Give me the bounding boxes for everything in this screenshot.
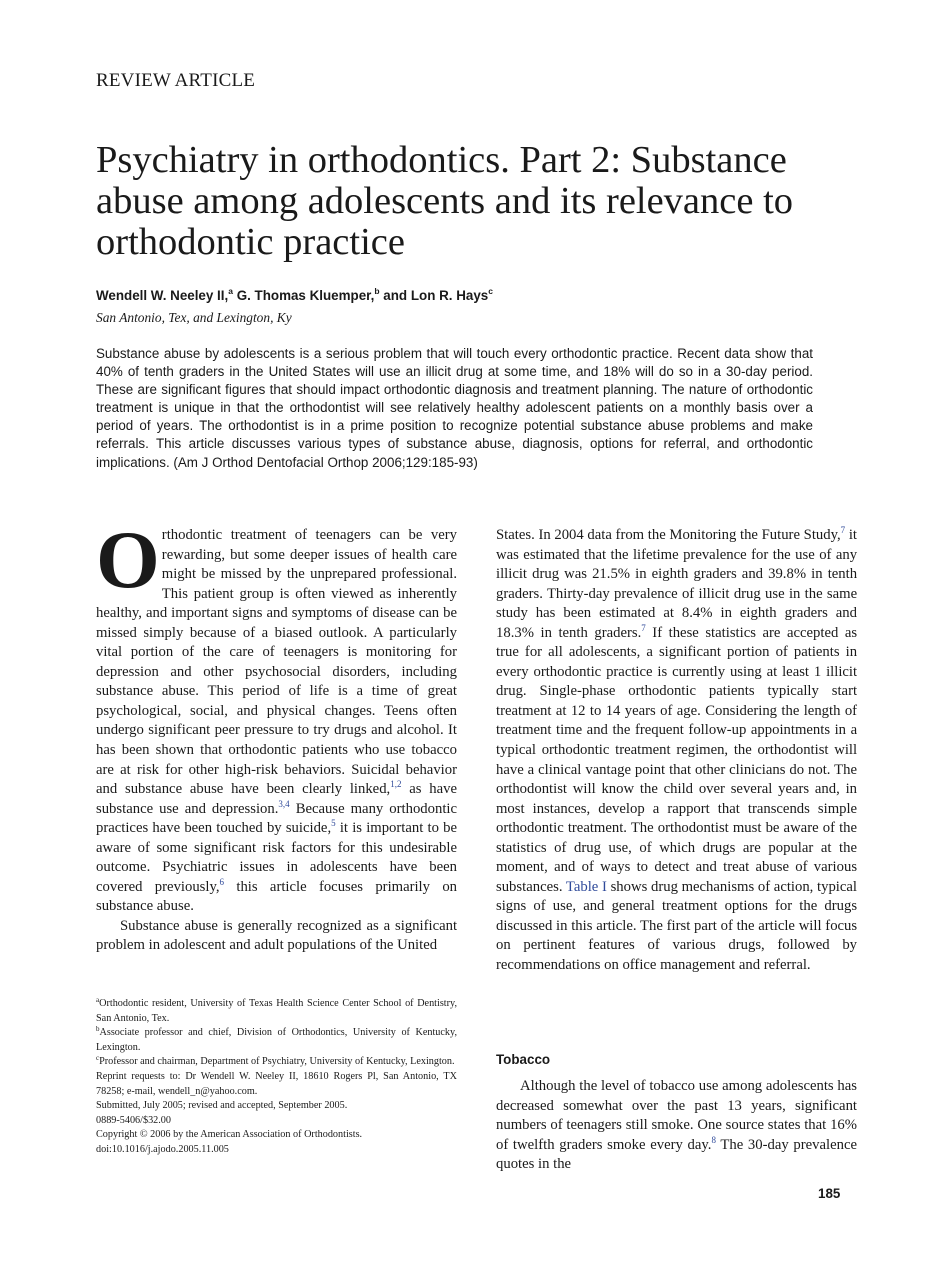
footnote bbox=[96, 1026, 457, 1055]
abstract: Substance abuse by adolescents is a serious problem that will touch every orthodontic practice. Recent data show that 40% of tenth graders in the United States will use an illicit drug at some time, and 18% will do so in a 30-day period. These are significant figures that should impact orthodontic diagnosis and treatment planning. The nature of orthodontic treatment is unique in that the orthodontist will see relatively healthy adolescent patients on a monthly basis over a period of years. The orthodontist is in a prime position to recognize potential substance abuse problems and make referrals. This article discusses various types of substance abuse, diagnosis, options for referral, and orthodontic implications. (Am J Orthod Dentofacial Orthop 2006;129:185-93) bbox=[96, 346, 813, 470]
footnote-marker: a bbox=[96, 996, 100, 1004]
footnote-marker: c bbox=[96, 1054, 100, 1063]
body-paragraph: Substance abuse is generally recognized as a significant problem in adolescent and adult populations of the United bbox=[96, 917, 458, 954]
issn: 0889-5406/$32.00 bbox=[96, 1114, 171, 1126]
section-heading-tobacco: Tobacco bbox=[496, 1052, 551, 1067]
citation-link[interactable]: 5 bbox=[331, 818, 336, 829]
body-text: this article focuses primarily on substance abuse. bbox=[96, 878, 458, 915]
doi-link[interactable]: doi:10.1016/j.ajodo.2005.11.005 bbox=[96, 1143, 229, 1155]
body-paragraph-continued: States. In 2004 data from the Monitoring the Future Study,$^7$ it was estimated that the lifetime prevalence for the use of any illicit drug was 21.5% in eighth graders and 39.8% in tenth graders. Thirty-day prevalence of illicit drug use in the same study has been estimated at 8.4% in eighth graders and 18.3% in tenth graders.$^7$ If these statistics are accepted as true for all adolescents, a significant portion of patients in every orthodontic practice is currently using at least 1 illicit drug. Single-phase orthodontic patients typically start treatment at 12 to 14 years of age. Considering the length of treatment time and the frequent follow-up appointments in a typical orthodontic treatment regimen, the orthodontist will have a clinical vantage point that other clinicians do not. The orthodontist will know the child over several years and, in most instances, develop a rapport that transcends simple orthodontic treatment. The orthodontist must be aware of the statistics of drug use, of which drugs are popular at the moment, and of ways to detect and treat abuse of various substances. Table I shows drug mechanisms of action, typical signs of use, and general treatment options for the drugs discussed in this article. The first part of the article will focus on pertinent features of various drugs, followed by recommendations on office management and referral. bbox=[496, 525, 858, 974]
citation-link[interactable]: 3,4 bbox=[278, 798, 290, 809]
body-text: as have substance use and depression. bbox=[96, 781, 457, 817]
affiliation-marker: c bbox=[488, 286, 493, 296]
body-text: rthodontic treatment of teenagers can be very rewarding, but some deeper issues of health care might be missed by the unprepared professional. This patient group is often viewed as inherently healthy, and important signs and symptoms of disease can be missed simply because of a biased outlook. A particularly vital portion of the care of teenagers is monitoring for depression and other psychosocial disorders, including substance abuse. This period of life is a time of great psychological, social, and physical changes. Teens often undergo significant peer pressure to try drugs and alcohol. It has been shown that orthodontic patients who use tobacco are at risk for other high-risk behaviors. Suicidal behavior and substance abuse have been clearly linked, bbox=[96, 527, 457, 798]
drop-cap: O bbox=[96, 514, 160, 605]
author-location: San Antonio, Tex, and Lexington, Ky bbox=[96, 310, 292, 325]
table-link[interactable]: Table I bbox=[565, 878, 607, 895]
body-column-left bbox=[96, 514, 458, 956]
article-title: Psychiatry in orthodontics. Part 2: Substance abuse among adolescents and its relevance to orthodontic practice bbox=[96, 139, 794, 263]
footnote bbox=[96, 997, 457, 1026]
submission-dates: Submitted, July 2005; revised and accepted, September 2005. bbox=[96, 1100, 348, 1112]
footnote-marker: b bbox=[96, 1025, 100, 1034]
author-separator: and bbox=[383, 288, 408, 303]
body-text: Although the level of tobacco use among adolescents has decreased somewhat over the past 13 years, significant numbers of teenagers still smoke. One source states that 16% of twelfth graders smoke every day. bbox=[496, 1078, 857, 1153]
author-line bbox=[96, 288, 493, 303]
body-text: Because many orthodontic practices have been touched by suicide, bbox=[96, 800, 457, 837]
citation-link[interactable]: 7 bbox=[840, 525, 846, 535]
footnote-text: Professor and chairman, Department of Psychiatry, University of Kentucky, Lexington. bbox=[99, 1056, 455, 1068]
body-paragraph bbox=[496, 1077, 857, 1175]
body-column-right bbox=[496, 526, 857, 976]
body-text: The 30-day prevalence quotes in the bbox=[496, 1136, 858, 1173]
author-name: Lon R. Hays bbox=[410, 288, 489, 303]
body-paragraph bbox=[96, 514, 458, 917]
affiliation-marker: b bbox=[374, 286, 380, 296]
page-number: 185 bbox=[818, 1186, 841, 1201]
body-text: it is important to be aware of some significant risk factors for this undesirable outcome. Psychiatric issues in adolescents have been covered previously, bbox=[96, 820, 457, 895]
citation-link[interactable]: 8 bbox=[711, 1134, 716, 1145]
footnote-text: Orthodontic resident, University of Texas Health Science Center School of Dentistry, San Antonio, Tex. bbox=[96, 998, 457, 1024]
citation-link[interactable]: 1,2 bbox=[390, 779, 402, 790]
author-name: G. Thomas Kluemper, bbox=[236, 288, 375, 303]
citation-link[interactable]: 6 bbox=[219, 876, 225, 887]
copyright: Copyright © 2006 by the American Association of Orthodontists. bbox=[96, 1129, 363, 1141]
citation-link[interactable]: 7 bbox=[641, 622, 646, 633]
affiliation-marker: a bbox=[228, 286, 233, 296]
footnote bbox=[96, 1055, 457, 1070]
footnote-text: Associate professor and chief, Division of Orthodontics, University of Kentucky, Lexington. bbox=[96, 1027, 457, 1053]
section-label: REVIEW ARTICLE bbox=[96, 70, 256, 91]
footnotes bbox=[96, 997, 457, 1158]
reprint-request: Reprint requests to: Dr Wendell W. Neeley II, 18610 Rogers Pl, San Antonio, TX 78258; e-mail, wendell_n@yahoo.com. bbox=[96, 1070, 457, 1097]
author-name: Wendell W. Neeley II, bbox=[96, 288, 229, 303]
